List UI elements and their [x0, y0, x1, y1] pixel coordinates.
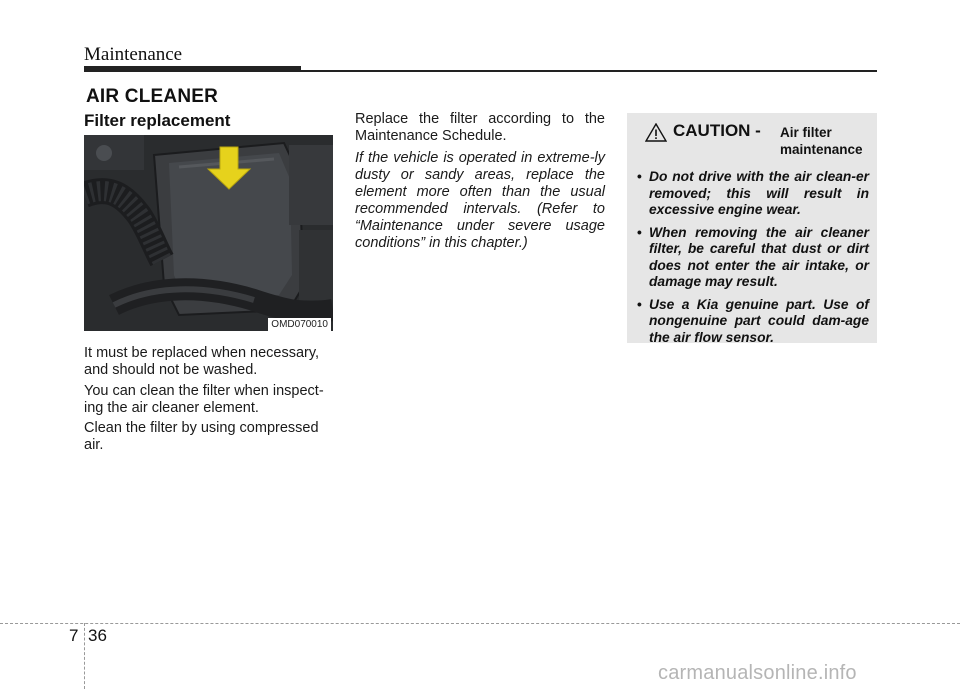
caution-item-text: When removing the air cleaner filter, be careful that dust or dirt does not enter the air intake, or damage may result.	[649, 224, 869, 289]
paragraph-clean: You can clean the filter when inspect-ing the air cleaner element.	[84, 383, 324, 416]
caution-box	[627, 113, 877, 343]
footer-rule	[0, 623, 960, 624]
paragraph-schedule: Replace the filter according to the Maintenance Schedule.	[355, 111, 605, 144]
caution-item-text: Use a Kia genuine part. Use of nongenuine part could dam-age the air flow sensor.	[649, 296, 869, 345]
page-number: 36	[88, 626, 107, 645]
paragraph-replace: It must be replaced when necessary, and should not be washed.	[84, 345, 320, 378]
bullet-glyph: •	[637, 296, 642, 312]
engine-bay-illustration	[84, 135, 333, 331]
section-title: AIR CLEANER	[86, 86, 219, 107]
figure-code: OMD070010	[268, 318, 331, 331]
warning-triangle-icon	[645, 123, 667, 142]
air-cleaner-photo	[84, 135, 333, 331]
watermark: carmanualsonline.info	[658, 662, 857, 684]
caution-label: CAUTION -	[673, 121, 761, 140]
header-rule-thick	[84, 66, 301, 72]
bullet-glyph: •	[637, 169, 642, 184]
caution-item-text: Do not drive with the air clean-er removed; this will result in excessive engine wear.	[649, 169, 869, 217]
caution-item	[637, 297, 869, 347]
header-rule-thin	[301, 70, 877, 72]
caution-subject: Air filter maintenance	[780, 125, 863, 157]
chapter-number: 7	[69, 626, 79, 645]
paragraph-dusty-note: If the vehicle is operated in extreme-ly dusty or sandy areas, replace the element more often than the usual recommended intervals. (Refer to “Maintenance under severe usage conditions” in this chapter.)	[355, 150, 605, 251]
running-header: Maintenance	[84, 44, 183, 65]
bullet-glyph: •	[637, 224, 642, 240]
caution-list	[637, 169, 869, 352]
caution-item	[637, 169, 869, 219]
subsection-title: Filter replacement	[84, 111, 231, 130]
footer-divider	[84, 623, 85, 689]
caution-item	[637, 225, 869, 291]
paragraph-compressed-air: Clean the filter by using compressed air.	[84, 420, 319, 453]
